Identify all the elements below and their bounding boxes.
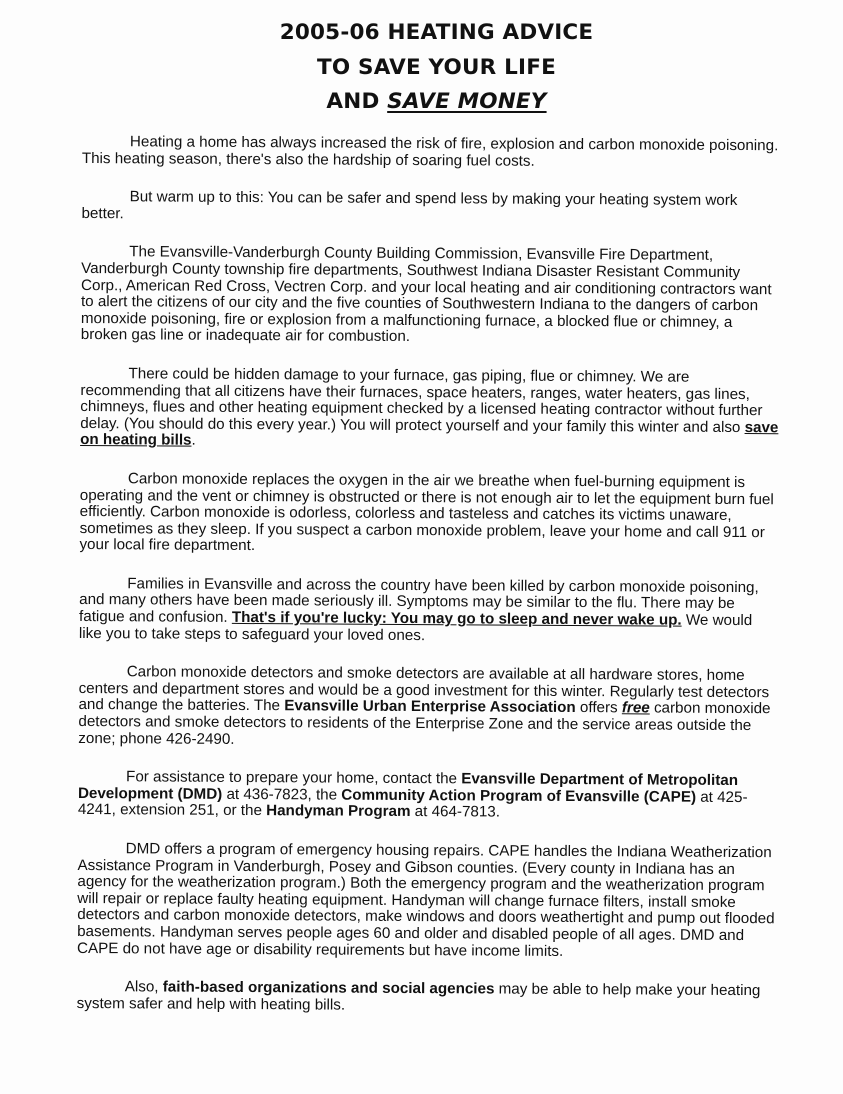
free-emphasis: free: [621, 699, 650, 717]
title-line-1: 2005-06 HEATING ADVICE: [279, 20, 594, 45]
paragraph-assistance-text-2: at 436-7823, the: [222, 785, 342, 804]
paragraph-assistance-text-4: at 464-7813.: [410, 803, 501, 821]
title-line-3: [30, 85, 843, 120]
faith-based-organizations: faith-based organizations and social agencies: [162, 978, 495, 998]
paragraph-programs: [77, 841, 778, 961]
paragraph-assistance-text-1: For assistance to prepare your home, contact the: [126, 768, 462, 788]
title-line-2: TO SAVE YOUR LIFE: [317, 54, 556, 80]
paragraph-agencies-text: The Evansville-Vanderburgh County Building Commission, Evansville Fire Department, Vanderburgh County township fire departments, Southwest Indiana Disaster Resistant Community Corp., American Red Cross, Vectren Corp. and your local heating and air conditioning contractors want to alert the citizens of our city and the five counties of Southwestern Indiana to the dangers of carbon monoxide poisoning, fire or explosion from a malfunctioning furnace, a blocked flue or chimney, a broken gas line or inadequate air for combustion.: [80, 243, 772, 346]
urban-enterprise-association: Evansville Urban Enterprise Association: [284, 697, 576, 717]
paragraph-detectors-text-3: carbon monoxide detectors and smoke detectors to residents of the Enterprise Zone and the service areas outside the zone; phone 426-2490.: [78, 699, 771, 748]
paragraph-detectors-text-1: Carbon monoxide detectors and smoke detectors are available at all hardware stores, home centers and department stores and would be a good investment for this winter. Regularly test detectors and change the batteries. The: [78, 663, 770, 715]
paragraph-detectors-text-2: offers: [575, 699, 622, 717]
dmd-name: Evansville Department of Metropolitan Development (DMD): [77, 770, 739, 803]
paragraph-carbon-monoxide-text: Carbon monoxide replaces the oxygen in the air we breathe when fuel-burning equipment is operating and the vent or chimney is obstructed or there is not enough air to let the equipment burn fuel efficiently. Carbon monoxide is odorless, colorless and tasteless and catches its victims unaware, sometimes as they sleep. If you suspect a carbon monoxide problem, leave your home and call 911 or your local fire department.: [79, 470, 774, 555]
cape-name: Community Action Program of Evansville (CAPE): [341, 786, 697, 806]
document-title: [0, 16, 843, 120]
save-on-heating-bills: save on heating bills: [80, 418, 779, 449]
paragraph-hidden-damage: [80, 366, 780, 453]
paragraph-families-end: We would like you to take steps to safeguard your loved ones.: [78, 611, 753, 644]
title-line-3-prefix: AND: [326, 89, 388, 114]
title-save-money: SAVE MONEY: [387, 89, 547, 114]
paragraph-intro: [82, 134, 782, 171]
paragraph-detectors: [78, 664, 778, 751]
paragraph-families-text: Families in Evansville and across the country have been killed by carbon monoxide poisoning, and many others have been made seriously ill. Symptoms may be similar to the flu. There may be fatigue and confusion.: [79, 575, 759, 626]
paragraph-warm-up: [81, 189, 781, 226]
paragraph-carbon-monoxide: [79, 471, 779, 558]
paragraph-assistance: [78, 769, 778, 823]
never-wake-up-warning: That's if you're lucky: You may go to sleep and never wake up.: [231, 608, 682, 629]
document-body: [77, 134, 782, 1039]
paragraph-families: [79, 576, 779, 647]
paragraph-hidden-damage-text: There could be hidden damage to your furnace, gas piping, flue or chimney. We are recommending that all citizens have their furnaces, space heaters, ranges, water heaters, gas lines, chimneys, flues and other heating equipment checked by a licensed heating contractor without further delay. (You should do this every year.) You will protect yourself and your family this winter and also: [80, 365, 763, 436]
paragraph-faith-based-text-1: Also,: [124, 978, 163, 996]
paragraph-warm-up-text: But warm up to this: You can be safer and spend less by making your heating system work better.: [81, 188, 738, 223]
paragraph-assistance-text-3: at 425-4241, extension 251, or the: [77, 788, 748, 820]
paragraph-hidden-damage-end: .: [191, 431, 196, 450]
paragraph-faith-based-text-2: may be able to help make your heating system safer and help with heating bills.: [76, 980, 761, 1014]
paragraph-programs-text: DMD offers a program of emergency housing repairs. CAPE handles the Indiana Weatherization Assistance Program in Vanderburgh, Posey and Gibson counties. (Every county in Indiana has an agency for the weatherization program.) Both the emergency program and the weatherization program will repair or replace faulty heating equipment. Handyman will change furnace filters, install smoke detectors and carbon monoxide detectors, make windows and doors weathertight and pump out flooded basements. Handyman serves people ages 60 and older and disabled people of all ages. DMD and CAPE do not have age or disability requirements but have income limits.: [76, 840, 775, 960]
paragraph-faith-based: [77, 979, 777, 1016]
paragraph-intro-text: Heating a home has always increased the risk of fire, explosion and carbon monoxide poisoning. This heating season, there's also the hardship of soaring fuel costs.: [81, 133, 779, 170]
paragraph-agencies: [81, 244, 782, 348]
handyman-program-name: Handyman Program: [266, 802, 411, 821]
